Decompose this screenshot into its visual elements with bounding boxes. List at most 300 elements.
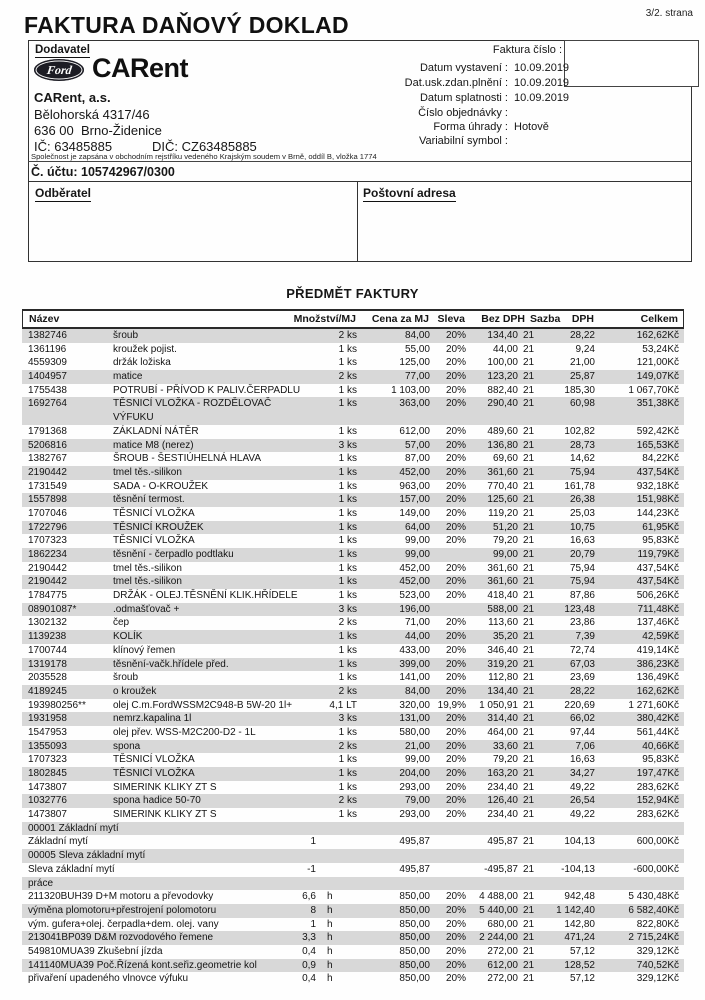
item-name: tmel těs.-silikon — [113, 562, 182, 574]
item-name: klínový řemen — [113, 644, 176, 656]
customer-postal-divider — [357, 181, 358, 262]
item-name: těsnění - čerpadlo podtlaku — [113, 549, 234, 561]
item-name: TĚSNICÍ VLOŽKA - ROZDĚLOVAČ VÝFUKU — [113, 398, 272, 424]
total-amount: 437,54Kč — [636, 562, 679, 574]
invoice-number-label: Faktura číslo : — [492, 44, 562, 56]
net-amount: 125,60 — [487, 494, 518, 506]
issue-date-value: 10.09.2019 — [514, 62, 570, 74]
total-amount: 2 715,24Kč — [628, 932, 679, 944]
net-amount: 113,60 — [488, 617, 518, 629]
net-amount: 134,40 — [487, 685, 518, 697]
vat-amount: 60,98 — [569, 398, 595, 410]
vat-rate: 21 — [523, 439, 535, 451]
item-name: 211320BUH39 D+M motoru a převodovky — [28, 891, 214, 903]
vat-rate: 21 — [523, 384, 535, 396]
table-row — [22, 767, 684, 781]
vat-amount: 97,44 — [569, 726, 595, 738]
discount — [430, 548, 466, 562]
item-qty: 2 ks — [338, 685, 357, 697]
unit-price: 293,00 — [399, 809, 430, 821]
item-name: čep — [113, 617, 130, 629]
discount: 20% — [445, 398, 466, 410]
total-amount: 95,83Kč — [642, 535, 679, 547]
vat-amount: 104,13 — [564, 836, 595, 848]
vat-rate: 21 — [523, 918, 535, 930]
total-amount: 95,83Kč — [642, 754, 679, 766]
unit-price: 363,00 — [399, 398, 430, 410]
supplier-account-number: Č. účtu: 105742967/0300 — [31, 165, 175, 179]
item-id: 1361196 — [28, 343, 67, 355]
item-qty: 1 — [310, 836, 316, 848]
net-amount: 35,20 — [492, 631, 518, 643]
vat-amount: 21,00 — [569, 357, 595, 369]
table-row — [22, 493, 684, 507]
unit-price: 157,00 — [399, 494, 430, 506]
discount: 20% — [445, 617, 466, 629]
item-id: 1382767 — [28, 453, 67, 465]
item-name: Sleva základní mytí — [28, 863, 115, 875]
discount: 20% — [445, 973, 466, 985]
table-header-row — [22, 309, 684, 329]
item-name: vým. gufera+olej. čerpadla+dem. olej. vany — [28, 918, 219, 930]
item-id: 4559309 — [28, 357, 67, 369]
vat-rate: 21 — [523, 945, 535, 957]
item-id: 08901087* — [28, 603, 77, 615]
item-name: DRŽÁK - OLEJ.TĚSNĚNÍ KLIK.HŘÍDELE — [113, 590, 298, 602]
net-amount: 882,40 — [487, 384, 518, 396]
vat-amount: 25,87 — [569, 371, 595, 383]
total-amount: 40,66Kč — [642, 740, 679, 752]
unit-price: 495,87 — [399, 836, 430, 848]
item-qty: 8 h — [310, 904, 333, 916]
vat-rate: 21 — [523, 658, 535, 670]
unit-price: 64,00 — [404, 521, 430, 533]
vat-amount: 49,22 — [569, 781, 595, 793]
item-id: 1731549 — [28, 480, 67, 492]
net-amount: 234,40 — [487, 781, 518, 793]
table-row — [22, 644, 684, 658]
item-id: 1722796 — [28, 521, 67, 533]
vat-rate: 21 — [523, 590, 535, 602]
vat-amount: 20,79 — [569, 549, 595, 561]
postal-address-label: Poštovní adresa — [363, 186, 456, 200]
table-row — [22, 890, 684, 904]
item-qty: 2 ks — [338, 371, 357, 383]
item-qty: 1 ks — [338, 644, 357, 656]
total-amount: 165,53Kč — [636, 439, 679, 451]
vat-amount: 57,12 — [569, 945, 595, 957]
table-row — [22, 589, 684, 603]
supplier-city: 636 00 Brno-Židenice — [34, 123, 162, 138]
item-name: těsnění termost. — [113, 494, 185, 506]
net-amount: 319,20 — [487, 658, 518, 670]
unit-price: 87,00 — [404, 453, 430, 465]
net-amount: 234,40 — [487, 809, 518, 821]
item-id: 1707046 — [28, 507, 67, 519]
total-amount: 61,95Kč — [642, 521, 679, 533]
vat-amount: 471,24 — [564, 932, 595, 944]
net-amount: 770,40 — [487, 480, 518, 492]
unit-price: 850,00 — [399, 904, 430, 916]
vat-rate: 21 — [523, 357, 535, 369]
item-name: SIMERINK KLIKY ZT S — [113, 781, 217, 793]
discount: 20% — [445, 384, 466, 396]
vat-rate: 21 — [523, 480, 535, 492]
discount: 20% — [445, 795, 466, 807]
item-id: 1355093 — [28, 740, 67, 752]
vat-rate: 21 — [523, 631, 535, 643]
vat-amount: 16,63 — [569, 535, 595, 547]
item-name: 549810MUA39 Zkušební jízda — [28, 945, 163, 957]
item-id: 1692764 — [28, 398, 67, 410]
item-name: spona hadice 50-70 — [113, 795, 201, 807]
discount: 19,9% — [437, 699, 466, 711]
item-id: 1547953 — [28, 726, 67, 738]
vat-rate: 21 — [523, 562, 535, 574]
item-qty: 3 ks — [338, 713, 357, 725]
discount: 20% — [445, 631, 466, 643]
header-celkem: Celkem — [640, 313, 678, 325]
item-qty: -1 — [307, 863, 316, 875]
item-id: 1473807 — [28, 809, 67, 821]
supplier-street: Bělohorská 4317/46 — [34, 107, 150, 122]
header-bez-dph: Bez DPH — [481, 313, 525, 325]
vat-amount: 123,48 — [564, 603, 595, 615]
vat-rate: 21 — [523, 576, 535, 588]
unit-price: 850,00 — [399, 959, 430, 971]
table-row — [22, 863, 684, 877]
table-row — [22, 575, 684, 589]
vat-amount: 7,06 — [575, 740, 595, 752]
net-amount: 489,60 — [487, 425, 518, 437]
net-amount: 33,60 — [492, 740, 518, 752]
vat-amount: 75,94 — [569, 562, 595, 574]
vat-amount: 10,75 — [569, 521, 595, 533]
item-qty: 1 ks — [338, 549, 357, 561]
customer-section-label: Odběratel — [35, 186, 92, 200]
unit-price: 452,00 — [399, 466, 430, 478]
table-row — [22, 397, 684, 424]
total-amount: 329,12Kč — [636, 973, 679, 985]
invoice-table — [22, 309, 684, 986]
item-qty: 0,4 h — [302, 973, 333, 985]
total-amount: 386,23Kč — [636, 658, 679, 670]
item-qty: 1 ks — [338, 576, 357, 588]
item-id: 1700744 — [28, 644, 67, 656]
total-amount: 419,14Kč — [636, 644, 679, 656]
item-name: šroub — [113, 672, 139, 684]
table-row — [22, 685, 684, 699]
item-qty: 1 ks — [338, 781, 357, 793]
vat-rate: 21 — [523, 672, 535, 684]
item-name: spona — [113, 740, 141, 752]
vat-rate: 21 — [523, 713, 535, 725]
section-row — [22, 877, 684, 891]
table-row — [22, 808, 684, 822]
due-date-value: 10.09.2019 — [514, 92, 570, 104]
discount: 20% — [445, 945, 466, 957]
net-amount: 112,80 — [488, 672, 518, 684]
item-name: SIMERINK KLIKY ZT S — [113, 809, 217, 821]
discount: 20% — [445, 713, 466, 725]
net-amount: 361,60 — [487, 562, 518, 574]
item-id: 2190442 — [28, 576, 67, 588]
total-amount: 561,44Kč — [636, 726, 679, 738]
total-amount: 437,54Kč — [636, 466, 679, 478]
item-name: olej C.m.FordWSSM2C948-B 5W-20 1l+ — [113, 699, 293, 711]
discount — [430, 603, 466, 617]
vat-amount: 28,22 — [569, 685, 595, 697]
unit-price: 850,00 — [399, 973, 430, 985]
section-label: práce — [28, 877, 54, 889]
supplier-ic: IČ: 63485885 — [34, 139, 113, 154]
vat-amount: 7,39 — [575, 631, 595, 643]
item-name: TĚSNICÍ VLOŽKA — [113, 768, 195, 780]
page-number: 3/2. strana — [645, 8, 693, 19]
total-amount: 119,79Kč — [637, 549, 679, 561]
total-amount: 121,00Kč — [636, 357, 679, 369]
item-name: SADA - O-KROUŽEK — [113, 480, 209, 492]
total-amount: 162,62Kč — [636, 685, 679, 697]
header-nazev: Název — [29, 313, 60, 325]
net-amount: 361,60 — [487, 466, 518, 478]
vat-rate: 21 — [523, 617, 535, 629]
item-qty: 2 ks — [338, 330, 357, 341]
meta-row-variable-symbol — [0, 135, 705, 149]
vat-rate: 21 — [523, 521, 535, 533]
item-id: 1862234 — [28, 549, 67, 561]
item-id: 1319178 — [28, 658, 67, 670]
item-qty: 1 ks — [338, 425, 357, 437]
item-id: 1784775 — [28, 590, 67, 602]
unit-price: 495,87 — [399, 863, 430, 875]
net-amount: 418,40 — [487, 590, 518, 602]
discount: 20% — [445, 343, 466, 355]
unit-price: 293,00 — [399, 781, 430, 793]
payment-method-value: Hotově — [514, 121, 549, 133]
discount: 20% — [445, 590, 466, 602]
discount: 20% — [445, 644, 466, 656]
table-row — [22, 931, 684, 945]
unit-price: 131,00 — [399, 713, 430, 725]
vat-rate: 21 — [523, 726, 535, 738]
discount: 20% — [445, 521, 466, 533]
vat-amount: 26,54 — [569, 795, 595, 807]
item-name: ŠROUB - ŠESTIÚHELNÁ HLAVA — [113, 453, 261, 465]
discount: 20% — [445, 918, 466, 930]
total-amount: 149,07Kč — [636, 371, 679, 383]
total-amount: 592,42Kč — [636, 425, 679, 437]
item-qty: 2 ks — [338, 740, 357, 752]
vat-rate: 21 — [523, 754, 535, 766]
net-amount: 464,00 — [487, 726, 518, 738]
item-name: olej přev. WSS-M2C200-D2 - 1L — [113, 726, 256, 738]
table-row — [22, 671, 684, 685]
section-label: 00001 Základní mytí — [28, 822, 119, 834]
table-row — [22, 945, 684, 959]
item-name: 141140MUA39 Poč.Řízená kont.seřiz.geometrie kol — [28, 959, 257, 971]
header-cena: Cena za MJ — [371, 313, 429, 325]
unit-price: 99,00 — [404, 754, 430, 766]
item-id: 1557898 — [28, 494, 67, 506]
item-id: 1791368 — [28, 425, 67, 437]
net-amount: 1 050,91 — [479, 699, 518, 711]
net-amount: 346,40 — [487, 644, 518, 656]
total-amount: 197,47Kč — [636, 768, 679, 780]
tax-date-label: Dat.usk.zdan.plnění : — [404, 77, 508, 89]
header-mnozstvi: Množství/MJ — [293, 313, 356, 325]
total-amount: 5 430,48Kč — [628, 891, 679, 903]
unit-price: 1 103,00 — [391, 384, 430, 396]
vat-amount: 9,24 — [575, 343, 595, 355]
vat-amount: 75,94 — [569, 466, 595, 478]
vat-amount: -104,13 — [561, 863, 595, 875]
item-qty: 1 ks — [338, 590, 357, 602]
carent-logo: CARent — [92, 53, 188, 83]
unit-price: 79,00 — [404, 795, 430, 807]
total-amount: 329,12Kč — [636, 945, 679, 957]
item-id: 2190442 — [28, 562, 67, 574]
vat-amount: 102,82 — [564, 425, 595, 437]
section-row — [22, 822, 684, 836]
net-amount: 51,20 — [492, 521, 518, 533]
discount: 20% — [445, 480, 466, 492]
item-qty: 1 ks — [338, 726, 357, 738]
unit-price: 433,00 — [399, 644, 430, 656]
item-name: Základní mytí — [28, 836, 89, 848]
unit-price: 320,00 — [399, 699, 430, 711]
unit-price: 71,00 — [404, 617, 430, 629]
ford-logo-icon: Ford — [34, 59, 84, 81]
vat-amount: 67,03 — [569, 658, 595, 670]
vat-rate: 21 — [523, 494, 535, 506]
vat-amount: 142,80 — [564, 918, 595, 930]
table-row — [22, 384, 684, 398]
total-amount: 151,98Kč — [636, 494, 679, 506]
unit-price: 850,00 — [399, 891, 430, 903]
table-title: PŘEDMĚT FAKTURY — [286, 286, 419, 301]
tax-date-value: 10.09.2019 — [514, 77, 570, 89]
vat-rate: 21 — [523, 781, 535, 793]
table-row — [22, 562, 684, 576]
total-amount: 136,49Kč — [636, 672, 679, 684]
vat-amount: 220,69 — [564, 699, 595, 711]
vat-amount: 72,74 — [569, 644, 595, 656]
discount: 20% — [445, 535, 466, 547]
total-amount: 144,23Kč — [636, 507, 679, 519]
vat-rate: 21 — [523, 685, 535, 697]
item-qty: 0,4 h — [302, 945, 333, 957]
account-divider — [28, 161, 692, 162]
table-row — [22, 781, 684, 795]
header-sleva: Sleva — [437, 313, 465, 325]
table-row — [22, 699, 684, 713]
table-row — [22, 712, 684, 726]
item-name: nemrz.kapalina 1l — [113, 713, 192, 725]
total-amount: 162,62Kč — [636, 330, 679, 341]
item-id: 1302132 — [28, 617, 67, 629]
vat-rate: 21 — [523, 863, 535, 875]
vat-amount: 161,78 — [564, 480, 595, 492]
net-amount: 680,00 — [487, 918, 518, 930]
item-name: POTRUBÍ - PŘÍVOD K PALIV.ČERPADLU — [113, 384, 301, 396]
total-amount: 932,18Kč — [636, 480, 679, 492]
issue-date-label: Datum vystavení : — [419, 62, 508, 74]
unit-price: 850,00 — [399, 932, 430, 944]
vat-amount: 87,86 — [569, 590, 595, 602]
total-amount: 42,59Kč — [642, 631, 679, 643]
total-amount: 822,80Kč — [636, 918, 679, 930]
vat-rate: 21 — [523, 891, 535, 903]
table-row — [22, 480, 684, 494]
net-amount: 136,80 — [487, 439, 518, 451]
item-name: ZÁKLADNÍ NÁTĚR — [113, 425, 199, 437]
item-qty: 1 ks — [338, 809, 357, 821]
item-qty: 1 ks — [338, 658, 357, 670]
net-amount: 119,20 — [488, 507, 518, 519]
table-row — [22, 329, 684, 343]
unit-price: 21,00 — [404, 740, 430, 752]
item-qty: 6,6 h — [302, 891, 333, 903]
supplier-dic: DIČ: CZ63485885 — [152, 139, 257, 154]
vat-rate: 21 — [523, 959, 535, 971]
discount: 20% — [445, 754, 466, 766]
meta-row-invoice-number — [0, 44, 705, 58]
item-qty: 1 ks — [338, 768, 357, 780]
item-qty: 3 ks — [338, 603, 357, 615]
discount: 20% — [445, 726, 466, 738]
table-row — [22, 740, 684, 754]
item-qty: 1 ks — [338, 631, 357, 643]
total-amount: 506,26Kč — [636, 590, 679, 602]
item-name: kroužek pojist. — [113, 343, 177, 355]
item-name: tmel těs.-silikon — [113, 576, 182, 588]
vat-amount: 128,52 — [564, 959, 595, 971]
table-row — [22, 534, 684, 548]
item-id: 1032776 — [28, 795, 67, 807]
item-qty: 1 ks — [338, 343, 357, 355]
table-row — [22, 835, 684, 849]
due-date-label: Datum splatnosti : — [419, 92, 508, 104]
vat-rate: 21 — [523, 795, 535, 807]
net-amount: 44,00 — [492, 343, 518, 355]
unit-price: 850,00 — [399, 918, 430, 930]
page-title: FAKTURA DAŇOVÝ DOKLAD — [24, 12, 349, 38]
table-row — [22, 343, 684, 357]
item-name: 213041BP039 D&M rozvodového řemene — [28, 932, 214, 944]
vat-rate: 21 — [523, 836, 535, 848]
unit-price: 580,00 — [399, 726, 430, 738]
vat-amount: 28,22 — [569, 330, 595, 341]
item-qty: 1 h — [310, 918, 333, 930]
invoice-table-body — [22, 329, 684, 986]
vat-rate: 21 — [523, 973, 535, 985]
unit-price: 57,00 — [404, 439, 430, 451]
item-name: držák ložiska — [113, 357, 171, 369]
item-name: TĚSNICÍ KROUŽEK — [113, 521, 204, 533]
vat-rate: 21 — [523, 904, 535, 916]
discount: 20% — [445, 685, 466, 697]
vat-rate: 21 — [523, 466, 535, 478]
vat-rate: 21 — [523, 535, 535, 547]
customer-section-divider — [28, 181, 692, 182]
vat-rate: 21 — [523, 644, 535, 656]
item-name: o kroužek — [113, 685, 157, 697]
meta-row-issue-date — [0, 62, 705, 76]
vat-rate: 21 — [523, 549, 535, 561]
item-name: KOLÍK — [113, 631, 143, 643]
vat-rate: 21 — [523, 603, 535, 615]
